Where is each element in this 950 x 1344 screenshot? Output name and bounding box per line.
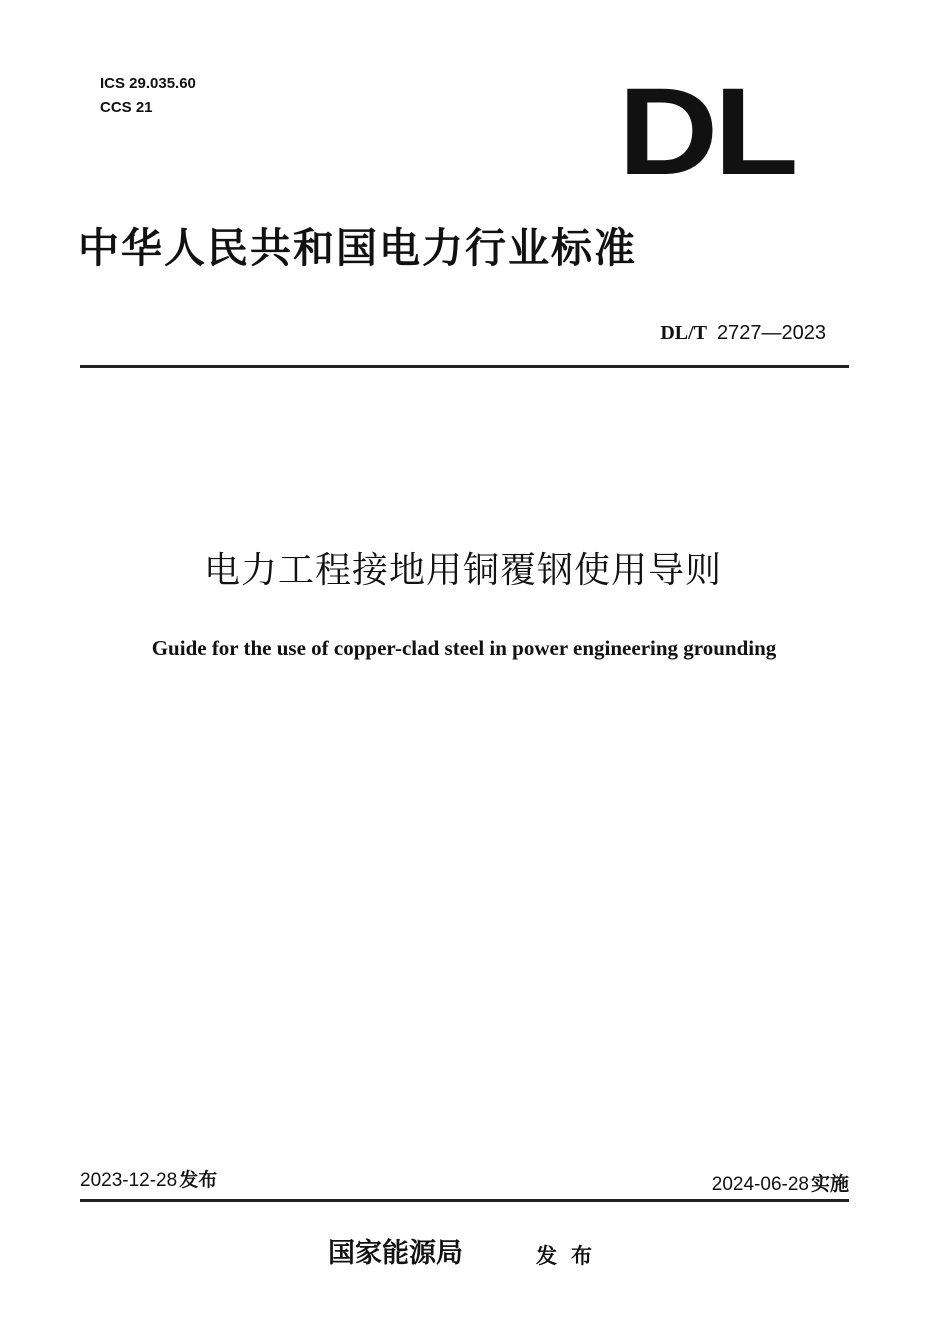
ccs-code: CCS 21 (100, 99, 153, 116)
publish-label: 发布 (536, 1243, 606, 1268)
publisher-name: 国家能源局 (328, 1238, 463, 1269)
issuing-authority-heading: 中华人民共和国电力行业标准 (78, 224, 637, 272)
implementation-date-suffix: 实施 (810, 1173, 849, 1195)
ics-code: ICS 29.035.60 (100, 75, 196, 92)
top-divider (80, 365, 849, 368)
issue-date-value: 2023-12-28 (80, 1170, 178, 1191)
classification-codes (100, 74, 196, 122)
implementation-date-value: 2024-06-28 (711, 1174, 809, 1195)
dl-logo: DL (618, 63, 795, 201)
standard-code: 2727—2023 (717, 322, 826, 344)
implementation-date (712, 1171, 849, 1198)
document-title-chinese: 电力工程接地用铜覆钢使用导则 (203, 550, 722, 591)
bottom-divider (80, 1199, 849, 1202)
issue-date-suffix: 发布 (179, 1169, 218, 1191)
document-title-english: Guide for the use of copper-clad steel in power engineering grounding (151, 636, 777, 660)
standard-number (660, 320, 826, 346)
issue-date (80, 1167, 217, 1194)
standard-prefix: DL/T (660, 322, 708, 344)
